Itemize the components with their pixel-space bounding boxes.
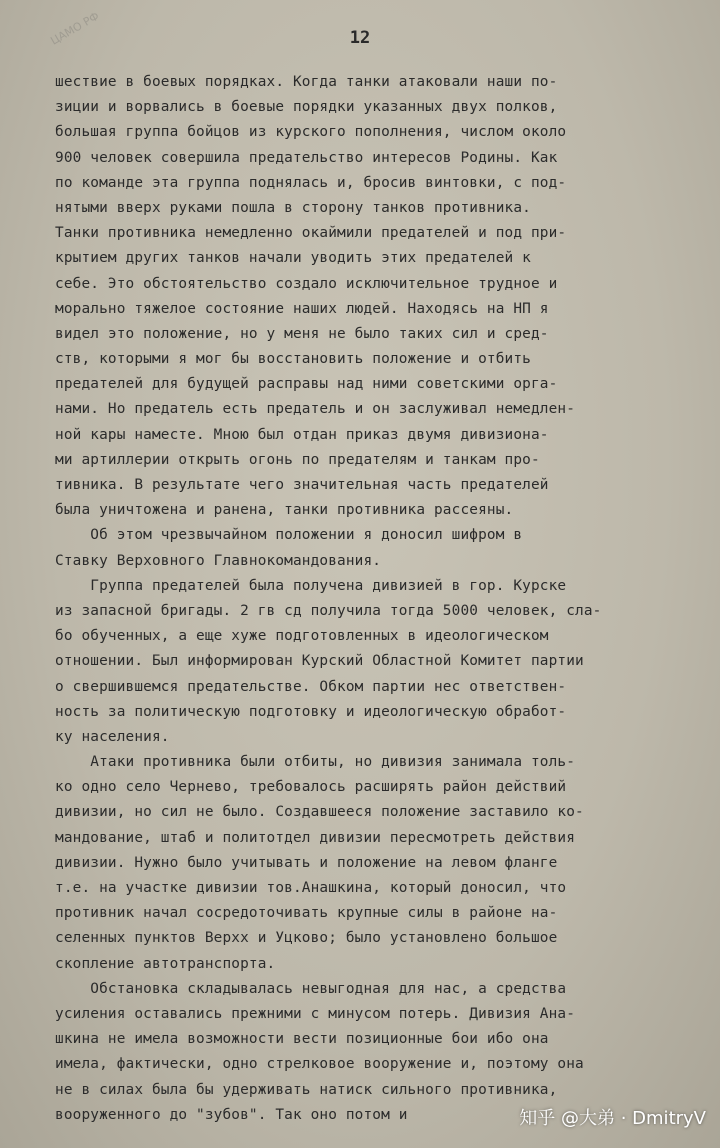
text-line: Обстановка складывалась невыгодная для нас, а средства: [55, 980, 567, 997]
text-line: не в силах была бы удерживать натиск сильного противника,: [55, 1081, 558, 1098]
text-line: ко одно село Чернево, требовалось расширять район действий: [55, 779, 567, 796]
text-line: шествие в боевых порядках. Когда танки атаковали наши по-: [55, 74, 558, 90]
page-number: 12: [349, 28, 371, 48]
text-line: усиления оставались прежними с минусом потерь. Дивизия Ана-: [55, 1005, 576, 1022]
text-line: ми артиллерии открыть огонь по предателям и танкам про-: [55, 451, 540, 468]
text-line: дивизии, но сил не было. Создавшееся положение заставило ко-: [55, 804, 584, 821]
text-line: 900 человек совершила предательство интересов Родины. Как: [55, 149, 558, 166]
text-line: мандование, штаб и политотдел дивизии пересмотреть действия: [55, 829, 576, 846]
text-line: нятыми вверх руками пошла в сторону танков противника.: [55, 199, 531, 216]
text-line: большая группа бойцов из курского пополнения, числом около: [55, 124, 567, 141]
text-line: отношении. Был информирован Курский Областной Комитет партии: [55, 653, 584, 670]
text-line: ной кары наместе. Мною был отдан приказ двумя дивизиона-: [55, 426, 549, 443]
text-line: ств, которыми я мог бы восстановить положение и отбить: [55, 351, 531, 368]
text-line: ку населения.: [55, 728, 170, 745]
text-line: крытием других танков начали уводить этих предателей к: [55, 250, 531, 267]
text-line: о свершившемся предательстве. Обком партии нес ответствен-: [55, 678, 567, 695]
text-line: ность за политическую подготовку и идеологическую обработ-: [55, 703, 567, 720]
text-line: зиции и ворвались в боевые порядки указанных двух полков,: [55, 99, 558, 116]
text-line: имела, фактически, одно стрелковое вооружение и, поэтому она: [55, 1056, 584, 1073]
text-line: Ставку Верховного Главнокомандования.: [55, 552, 382, 569]
text-line: вооруженного до "зубов". Так оно потом и: [55, 1106, 408, 1123]
text-line: морально тяжелое состояние наших людей. Находясь на НП я: [55, 300, 549, 317]
text-line: себе. Это обстоятельство создало исключительное трудное и: [55, 275, 558, 292]
text-line: скопление автотранспорта.: [55, 955, 276, 972]
text-line: дивизии. Нужно было учитывать и положение на левом фланге: [55, 854, 558, 871]
text-line: шкина не имела возможности вести позиционные бои ибо она: [55, 1031, 549, 1048]
text-line: т.е. на участке дивизии тов.Анашкина, который доносил, что: [55, 880, 567, 896]
text-line: противник начал сосредоточивать крупные силы в районе на-: [55, 905, 558, 922]
text-line: по команде эта группа поднялась и, бросив винтовки, с под-: [55, 174, 567, 191]
text-line: предателей для будущей расправы над ними советскими орга-: [55, 376, 558, 393]
text-line: была уничтожена и ранена, танки противника рассеяны.: [55, 502, 514, 519]
text-line: тивника. В результате чего значительная часть предателей: [55, 477, 549, 493]
text-line: видел это положение, но у меня не было таких сил и сред-: [55, 325, 549, 342]
zhihu-watermark: 知乎 @大弟 · DmitryV: [519, 1108, 706, 1129]
text-line: нами. Но предатель есть предатель и он заслуживал немедлен-: [55, 401, 576, 418]
text-line: селенных пунктов Верхх и Уцково; было установлено большое: [55, 930, 558, 947]
typewritten-body: [55, 70, 703, 1128]
text-line: бо обученных, а еще хуже подготовленных в идеологическом: [55, 628, 549, 645]
archive-stamp: ЦАМО РФ: [48, 9, 102, 48]
text-line: Танки противника немедленно окаймили предателей и под при-: [55, 225, 567, 242]
text-line: из запасной бригады. 2 гв сд получила тогда 5000 человек, сла-: [55, 602, 602, 619]
text-line: Атаки противника были отбиты, но дивизия занимала толь-: [55, 754, 576, 771]
text-line: Группа предателей была получена дивизией в гор. Курске: [55, 577, 567, 594]
text-line: Об этом чрезвычайном положении я доносил шифром в: [55, 527, 523, 544]
